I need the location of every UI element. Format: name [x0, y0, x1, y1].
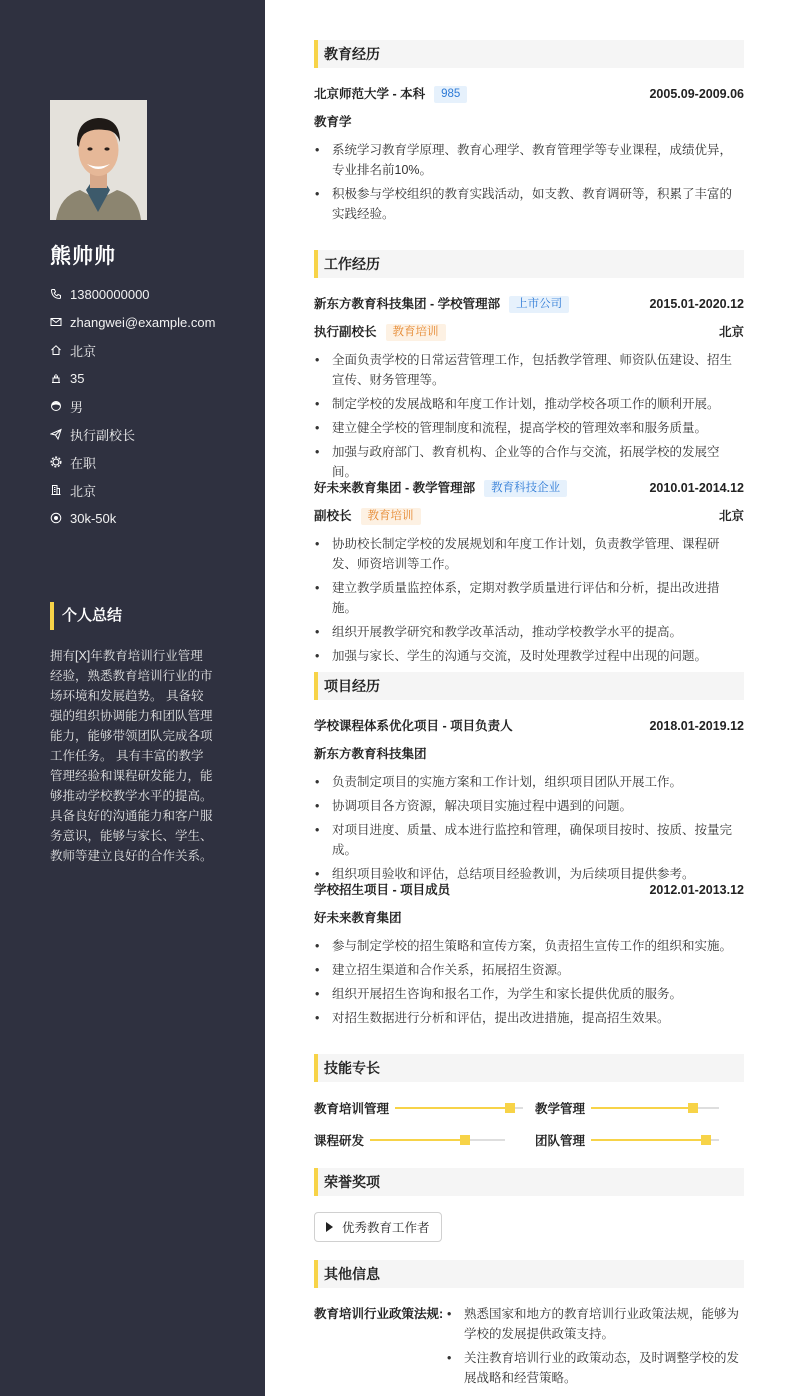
- skill-name: 教育培训管理: [314, 1102, 390, 1116]
- job-header: [314, 478, 744, 498]
- info-salary: [50, 504, 215, 532]
- list-item: • 关注教育培训行业的政策动态，及时调整学校的发展战略和经营策略。: [446, 1348, 744, 1388]
- skill-bar-fill: [395, 1107, 510, 1109]
- info-location: [50, 336, 215, 364]
- info-gender: [50, 392, 215, 420]
- candidate-name: 熊帅帅: [50, 245, 116, 268]
- info-text: 男: [70, 399, 84, 415]
- info-text: 30k-50k: [70, 510, 117, 526]
- skill-bar: [591, 1139, 719, 1141]
- skill-name: 课程研发: [314, 1134, 365, 1148]
- age-icon: [50, 372, 62, 384]
- project-date: 2018.01-2019.12: [649, 719, 744, 733]
- list-item: • 建立教学质量监控体系，定期对教学质量进行评估和分析，提出改进措施。: [314, 578, 744, 618]
- info-text: 北京: [70, 343, 97, 359]
- job-role-row: [314, 322, 744, 342]
- project-bullets: [314, 772, 744, 888]
- info-phone: [50, 280, 215, 308]
- skill-item: [535, 1098, 719, 1118]
- info-status: [50, 448, 215, 476]
- project-header: [314, 880, 744, 900]
- info-text: 在职: [70, 455, 97, 471]
- info-age: [50, 364, 215, 392]
- skill-name: 教学管理: [535, 1102, 586, 1116]
- home-icon: [50, 344, 62, 356]
- company-name: 好未来教育集团 - 教学管理部: [314, 481, 476, 495]
- list-item: • 熟悉国家和地方的教育培训行业政策法规，能够为学校的发展提供政策支持。: [446, 1304, 744, 1344]
- avatar: [50, 100, 147, 220]
- job-city: 北京: [718, 509, 744, 523]
- building-icon: [50, 484, 62, 496]
- sidebar: [0, 0, 265, 1396]
- skill-bar-fill: [591, 1107, 693, 1109]
- company-tag: 教育科技企业: [484, 480, 567, 497]
- info-text: 执行副校长: [70, 427, 136, 443]
- play-icon: [326, 1222, 333, 1232]
- info-city: [50, 476, 215, 504]
- job-date: 2015.01-2020.12: [649, 297, 744, 311]
- list-item: • 组织开展教学研究和教学改革活动，推动学校教学水平的提高。: [314, 622, 744, 642]
- list-item: • 组织开展招生咨询和报名工作，为学生和家长提供优质的服务。: [314, 984, 744, 1004]
- list-item: • 加强与政府部门、教育机构、企业等的合作与交流，拓展学校的发展空间。: [314, 442, 744, 482]
- contact-info-list: [50, 280, 215, 532]
- other-info-bullets: [446, 1304, 744, 1392]
- job-bullets: [314, 350, 744, 486]
- info-text: 35: [70, 370, 85, 386]
- skill-bar-fill: [591, 1139, 706, 1141]
- list-item: • 协调项目各方资源，解决项目实施过程中遇到的问题。: [314, 796, 744, 816]
- section-title-education: 教育经历: [314, 40, 744, 68]
- school-tag: 985: [434, 86, 467, 103]
- section-title-work: 工作经历: [314, 250, 744, 278]
- education-major: 教育学: [314, 115, 352, 129]
- job-header: [314, 294, 744, 314]
- status-icon: [50, 456, 62, 468]
- list-item: • 协助校长制定学校的发展规划和年度工作计划，负责教学管理、课程研发、师资培训等工作。: [314, 534, 744, 574]
- job-date: 2010.01-2014.12: [649, 481, 744, 495]
- skill-item: [535, 1130, 719, 1150]
- list-item: • 积极参与学校组织的教育实践活动，如支教、教育调研等，积累了丰富的实践经验。: [314, 184, 744, 224]
- skill-bar-knob: [688, 1103, 698, 1113]
- list-item: • 建立招生渠道和合作关系，拓展招生资源。: [314, 960, 744, 980]
- info-email: [50, 308, 215, 336]
- job-bullets: [314, 534, 744, 670]
- section-title-skills: 技能专长: [314, 1054, 744, 1082]
- education-header: [314, 84, 744, 104]
- mail-icon: [50, 316, 62, 328]
- send-icon: [50, 428, 62, 440]
- education-bullets: [314, 140, 744, 228]
- section-title-awards: 荣誉奖项: [314, 1168, 744, 1196]
- section-title-projects: 项目经历: [314, 672, 744, 700]
- project-header: [314, 716, 744, 736]
- info-position: [50, 420, 215, 448]
- job-role-row: [314, 506, 744, 526]
- list-item: • 负责制定项目的实施方案和工作计划，组织项目团队开展工作。: [314, 772, 744, 792]
- info-text: zhangwei@example.com: [70, 314, 216, 330]
- project-name: 学校招生项目 - 项目成员: [314, 883, 451, 897]
- skill-bar-knob: [701, 1135, 711, 1145]
- project-org: 好未来教育集团: [314, 911, 402, 925]
- job-city: 北京: [718, 325, 744, 339]
- list-item: • 全面负责学校的日常运营管理工作，包括教学管理、师资队伍建设、招生宣传、财务管理等。: [314, 350, 744, 390]
- skill-bar-knob: [505, 1103, 515, 1113]
- project-bullets: [314, 936, 744, 1032]
- section-title-other: 其他信息: [314, 1260, 744, 1288]
- other-info-label: 教育培训行业政策法规:: [314, 1307, 444, 1321]
- list-item: • 参与制定学校的招生策略和宣传方案，负责招生宣传工作的组织和实施。: [314, 936, 744, 956]
- job-role: 执行副校长: [314, 325, 377, 339]
- company-tag: 上市公司: [509, 296, 569, 313]
- project-name: 学校课程体系优化项目 - 项目负责人: [314, 719, 513, 733]
- skill-item: [314, 1098, 523, 1118]
- skill-bar: [591, 1107, 719, 1109]
- project-org: 新东方教育科技集团: [314, 747, 427, 761]
- gender-icon: [50, 400, 62, 412]
- list-item: • 组织项目验收和评估，总结项目经验教训，为后续项目提供参考。: [314, 864, 744, 884]
- project-date: 2012.01-2013.12: [649, 883, 744, 897]
- education-date: 2005.09-2009.06: [649, 87, 744, 101]
- school-name: 北京师范大学 - 本科: [314, 87, 426, 101]
- skill-bar-fill: [370, 1139, 465, 1141]
- summary-text: 拥有[X]年教育培训行业管理经验，熟悉教育培训行业的市场环境和发展趋势。 具备较强的组织协调能力和团队管理能力，能够带领团队完成各项工作任务。 具有丰富的教学管理经验和课程研发能力，能够推动学校教学水平的提高。 具备良好的沟通能力和客户服务意识，能够与家长、学生、教师等建立良好的合作关系。: [50, 649, 213, 863]
- list-item: • 加强与家长、学生的沟通与交流，及时处理教学过程中出现的问题。: [314, 646, 744, 666]
- skill-bar-knob: [460, 1135, 470, 1145]
- phone-icon: [50, 288, 62, 300]
- award-item[interactable]: [314, 1212, 442, 1242]
- list-item: • 建立健全学校的管理制度和流程，提高学校的管理效率和服务质量。: [314, 418, 744, 438]
- skill-name: 团队管理: [535, 1134, 586, 1148]
- role-tag: 教育培训: [386, 324, 446, 341]
- summary-title: 个人总结: [50, 602, 122, 630]
- job-role: 副校长: [314, 509, 352, 523]
- info-text: 北京: [70, 483, 97, 499]
- skill-bar: [395, 1107, 523, 1109]
- list-item: • 对项目进度、质量、成本进行监控和管理，确保项目按时、按质、按量完成。: [314, 820, 744, 860]
- list-item: • 制定学校的发展战略和年度工作计划，推动学校各项工作的顺利开展。: [314, 394, 744, 414]
- award-label: 优秀教育工作者: [342, 1221, 430, 1235]
- list-item: • 对招生数据进行分析和评估，提出改进措施，提高招生效果。: [314, 1008, 744, 1028]
- role-tag: 教育培训: [361, 508, 421, 525]
- company-name: 新东方教育科技集团 - 学校管理部: [314, 297, 501, 311]
- list-item: • 系统学习教育学原理、教育心理学、教育管理学等专业课程，成绩优异，专业排名前10%。: [314, 140, 744, 180]
- skill-item: [314, 1130, 505, 1150]
- avatar-photo: [50, 100, 147, 220]
- salary-icon: [50, 512, 62, 524]
- skill-bar: [370, 1139, 505, 1141]
- info-text: 13800000000: [70, 286, 150, 302]
